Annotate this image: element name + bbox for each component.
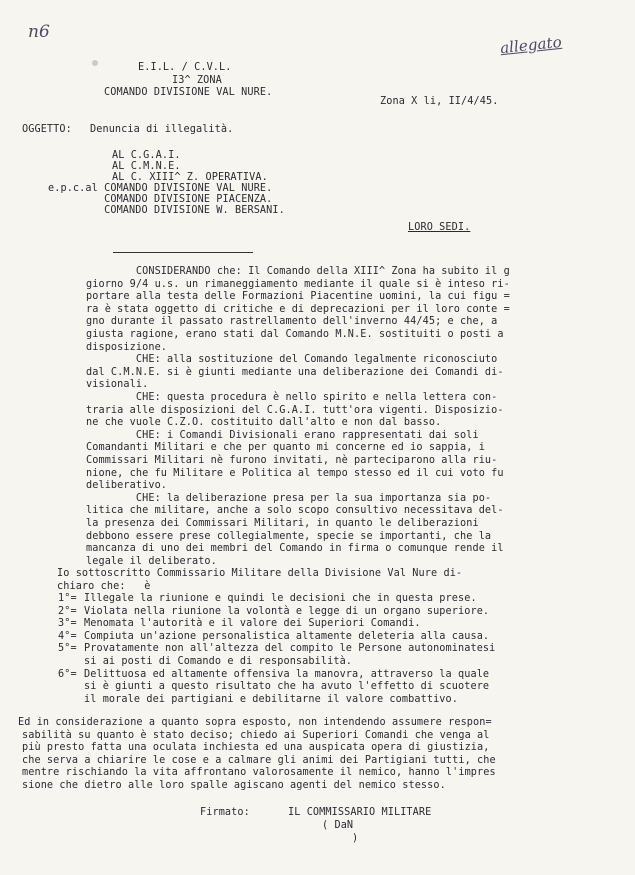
closing-line: sabilità su quanto è stato deciso; chiedo ai Superiori Comandi che venga al [22,729,490,741]
body-line: chiaro che: è [57,581,151,592]
closing-line: più presto fatta una oculata inchiesta ed una auspicata opera di giustizia, [22,742,490,754]
point-number: 1°= [58,593,77,604]
body-line: legale il deliberato. [86,555,217,567]
body-line: Comandanti Militari e che per quanto mi concerne ed io sappia, i [86,442,485,454]
body-line: gno durante il passato rastrellamento dell'inverno 44/45; e che, a [86,316,498,328]
body-line: ne che vuole C.Z.O. costituito dall'alto e non dal basso. [86,417,442,429]
point-item [58,618,421,630]
point-item [58,606,489,618]
point-number: 5°= [58,643,77,655]
separator-line [113,252,253,253]
body-line: CHE: i Comandi Divisionali erano rappresentati dai soli [86,429,479,441]
point-text: Violata nella riunione la volontà e legge di un organo superiore. [84,605,490,617]
subject-label: OGGETTO: [22,124,72,135]
point-number: 6°= [58,668,77,680]
loro-sedi: LORO SEDI. [408,222,471,233]
body-line: traria alle disposizioni del C.G.A.I. tutt'ora vigenti. Disposizio- [86,404,504,416]
point-text: Provatamente non all'altezza del compito le Persone autonominatesi [84,643,496,655]
recipient-line: COMANDO DIVISIONE PIACENZA. [48,194,273,205]
subject-text: Denuncia di illegalità. [90,124,234,135]
closing-line: mentre rischiando la vita affrontano valorosamente il nemico, hanno l'impres [22,767,496,779]
body-line: ra è stata oggetto di critiche e di deprecazioni per il loro conte = [86,303,510,315]
body-line: CHE: questa procedura è nello spirito e nella lettera con- [86,392,498,403]
recipient-line: AL C.G.A.I. [112,150,181,161]
point-item [58,656,352,668]
body-line: debbono essere prese collegialmente, specie se importanti, che la [86,530,492,542]
place-date: Zona X li, II/4/45. [380,96,499,107]
point-item [58,681,489,693]
closing-line: che serva a chiarire le cose e a calmare gli animi dei Partigiani tutti, che [22,754,496,766]
point-number: 4°= [58,630,77,642]
body-line: nione, che fu Militare e Politica al tempo stesso ed il cui voto fu [86,467,504,479]
body-line: deliberativo. [86,480,168,492]
body-line: CHE: alla sostituzione del Comando legalmente riconosciuto [86,354,498,366]
handwritten-note-top-left: n6 [28,22,50,42]
body-line: litica che militare, anche a solo scopo consultivo necessitava del- [86,505,504,517]
letterhead-org: E.I.L. / C.V.L. [138,62,232,73]
point-text: si è giunti a questo risultato che ha avuto l'effetto di scuotere [84,681,490,693]
point-item [58,694,458,706]
recipient-line: AL C.M.N.E. [112,161,181,172]
body-line: CHE: la deliberazione presa per la sua importanza sia po- [86,492,492,504]
body-line: CONSIDERANDO che: Il Comando della XIII^ Zona ha subito il g [86,266,510,277]
letterhead-command: COMANDO DIVISIONE VAL NURE. [104,87,273,98]
closing-line: sione che dietro alle loro spalle agiscano agenti del nemico stesso. [22,780,446,791]
body-line: Commissari Militari nè furono invitati, nè parteciparono alla riu- [86,455,498,466]
body-line: mancanza di uno dei membri del Comando in firma o comunque rende il [86,543,504,555]
body-line: giusta ragione, erano stati dal Comando M.N.E. sostituiti o posti a [86,329,504,340]
point-item [58,669,489,681]
point-text: il morale dei partigiani e debilitarne il valore combattivo. [84,693,459,705]
handwritten-note-allegato: allegato [499,32,563,58]
body-line: disposizione. [86,341,168,353]
body-line: visionali. [86,379,149,391]
point-number: 2°= [58,605,77,617]
recipient-line: AL C. XIII^ Z. OPERATIVA. [112,172,268,183]
point-text: si ai posti di Comando e di responsabilità. [84,656,353,667]
point-item [58,643,495,655]
body-line: dal C.M.N.E. si è giunti mediante una deliberazione dei Comandi di- [86,366,504,378]
point-item [58,631,489,643]
closing-line: Ed in considerazione a quanto sopra esposto, non intendendo assumere respon= [18,717,492,728]
signature-close: ) [352,833,359,844]
signature-label: Firmato: [200,807,250,818]
point-item [58,593,477,605]
letterhead-zone: I3^ ZONA [172,75,222,86]
point-text: Delittuosa ed altamente offensiva la manovra, attraverso la quale [84,668,490,680]
body-line: la presenza dei Commissari Militari, in quanto le deliberazioni [86,518,479,529]
point-text: Illegale la riunione e quindi le decisioni che in questa prese. [84,593,477,604]
signature-name: ( DaN [322,820,354,831]
body-line: giorno 9/4 u.s. un rimaneggiamento mediante il quale si è inteso ri- [86,278,510,290]
point-text: Menomata l'autorità e il valore dei Superiori Comandi. [84,618,421,630]
body-line: portare alla testa delle Formazioni Piacentine uomini, la cui figu = [86,291,510,303]
point-number: 3°= [58,618,77,630]
recipient-line: e.p.c.al COMANDO DIVISIONE VAL NURE. [48,183,273,194]
punch-mark [92,60,98,66]
body-line: Io sottoscritto Commissario Militare della Divisione Val Nure di- [57,568,463,580]
recipient-line: COMANDO DIVISIONE W. BERSANI. [48,205,285,216]
point-text: Compiuta un'azione personalistica altamente deleteria alla causa. [84,630,490,642]
signature-title: IL COMMISSARIO MILITARE [288,807,432,818]
